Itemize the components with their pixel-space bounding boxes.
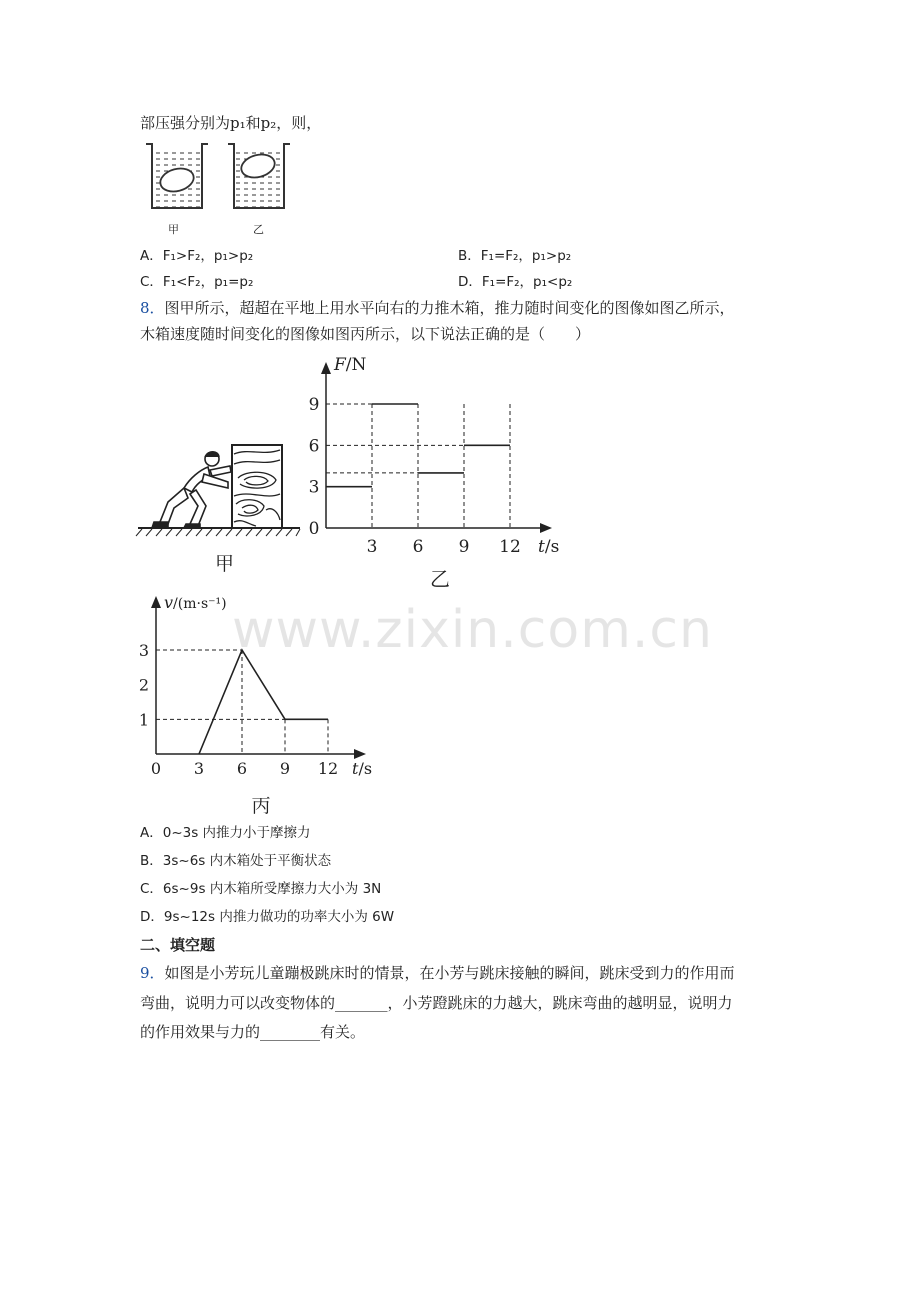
- x-axis-arrow: [354, 749, 366, 759]
- q7-option-c: C．F₁<F₂，p₁=p₂: [140, 274, 254, 290]
- x-tick-label-4: 12: [499, 537, 521, 557]
- q9-line1: 9．如图是小芳玩儿童蹦极跳床时的情景，在小芳与跳床接触的瞬间，跳床受到力的作用而: [140, 964, 735, 982]
- x-axis-label: t/s: [538, 537, 560, 557]
- x-tick-label-3: 9: [458, 537, 470, 557]
- y-tick-label-2: 6: [308, 436, 320, 457]
- velocity-line: [199, 650, 328, 754]
- y-tick-label-0: 1: [138, 710, 150, 730]
- x-axis-label: t/s: [352, 759, 373, 778]
- x-tick-label-0: 0: [150, 759, 162, 778]
- chart-force-time: [300, 350, 575, 595]
- x-tick-label-1: 3: [366, 537, 378, 557]
- y-tick-label-3: 9: [308, 395, 320, 415]
- beaker-yi: [228, 144, 290, 208]
- x-axis-arrow: [540, 523, 552, 533]
- q7-option-b: B．F₁=F₂，p₁>p₂: [458, 248, 572, 264]
- q8-option-d: D．9s~12s 内推力做功的功率大小为 6W: [140, 909, 395, 925]
- y-tick-label-0: 0: [308, 519, 320, 539]
- y-axis-label: F/N: [334, 355, 367, 375]
- watermark: www.zixin.com.cn: [232, 600, 713, 660]
- q8-option-a: A．0~3s 内推力小于摩擦力: [140, 825, 311, 841]
- x-tick-label-2: 6: [412, 537, 424, 557]
- q9-line3: 的作用效果与力的________有关。: [140, 1023, 366, 1041]
- beaker-label-yi: 乙: [253, 223, 264, 236]
- q9-line2: 弯曲，说明力可以改变物体的_______，小芳蹬跳床的力越大，跳床弯曲的越明显，说明力: [140, 994, 733, 1012]
- y-axis-label: v/(m·s⁻¹): [164, 593, 227, 612]
- y-tick-label-2: 3: [138, 641, 150, 660]
- x-tick-label-2: 6: [236, 759, 248, 778]
- section-title: 二、填空题: [140, 936, 216, 954]
- q7-option-d: D．F₁=F₂，p₁<p₂: [458, 274, 573, 290]
- x-tick-label-1: 3: [193, 759, 205, 778]
- beakers-figure: [140, 138, 300, 238]
- q8-stem-line1: 8．图甲所示，超超在平地上用水平向右的力推木箱，推力随时间变化的图像如图乙所示，: [140, 299, 735, 317]
- q8-number: 8．: [140, 299, 165, 317]
- chart-label: 乙: [430, 567, 450, 591]
- chart-label: 丙: [251, 795, 271, 817]
- beaker-label-jia: 甲: [168, 223, 179, 236]
- q7-option-a: A．F₁>F₂，p₁>p₂: [140, 248, 254, 264]
- y-tick-label-1: 3: [308, 477, 320, 498]
- x-tick-label-3: 9: [279, 759, 291, 778]
- q8-option-b: B．3s~6s 内木箱处于平衡状态: [140, 853, 332, 869]
- y-tick-label-1: 2: [138, 675, 150, 695]
- x-tick-label-4: 12: [317, 759, 339, 778]
- q8-stem-line2: 木箱速度随时间变化的图像如图丙所示，以下说法正确的是（ ）: [140, 325, 591, 343]
- person-pushing: [152, 452, 231, 528]
- q8-option-c: C．6s~9s 内木箱所受摩擦力大小为 3N: [140, 881, 382, 897]
- fig-jia-label: 甲: [215, 553, 235, 575]
- q9-number: 9．: [140, 964, 165, 982]
- wooden-box: [232, 445, 282, 528]
- y-axis-arrow: [321, 362, 331, 374]
- fig-jia-pushing-box: [138, 440, 303, 540]
- q7-stem-tail: 部压强分别为p₁和p₂，则，: [140, 114, 322, 132]
- beaker-jia: [146, 144, 208, 208]
- y-axis-arrow: [151, 596, 161, 608]
